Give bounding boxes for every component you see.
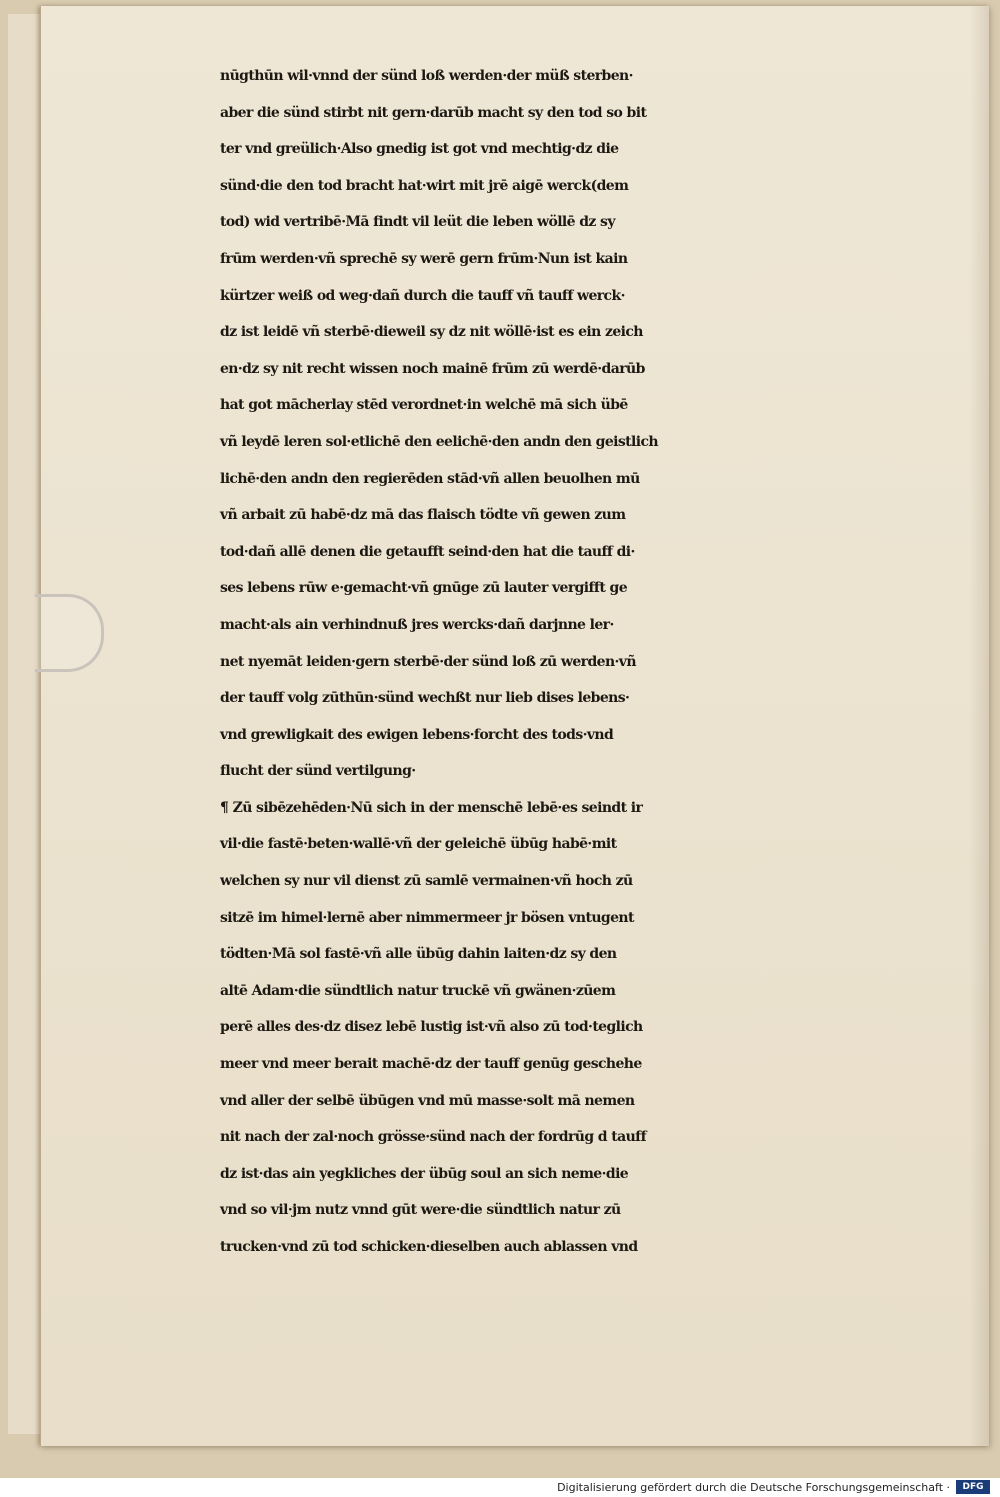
text-line: nit nach der zal·noch grösse·sünd nach der fordrūg d tauff <box>220 1129 647 1146</box>
text-line: vñ leydē leren sol·etlichē den eelichē·den andn den geistlich <box>220 433 658 450</box>
text-line: dz ist·das ain yegkliches der übūg soul an sich neme·die <box>220 1165 629 1182</box>
text-line: nūgthūn wil·vnnd der sünd loß werden·der müß sterben· <box>220 68 633 84</box>
text-line: tödten·Mā sol fastē·vñ alle übūg dahin laiten·dz sy den <box>220 946 617 963</box>
text-line: vnd grewligkait des ewigen lebens·forcht des tods·vnd <box>220 726 614 743</box>
paper-clip <box>35 594 104 672</box>
text-line: macht·als ain verhindnuß jres wercks·dañ darjnne ler· <box>220 616 614 633</box>
text-line: altē Adam·die sündtlich natur truckē vñ gwänen·zūem <box>220 982 616 999</box>
text-line: dz ist leidē vñ sterbē·dieweil sy dz nit wöllē·ist es ein zeich <box>220 324 643 341</box>
text-line: vnd so vil·jm nutz vnnd gūt were·die sündtlich natur zū <box>220 1202 621 1219</box>
text-line: en·dz sy nit recht wissen noch mainē frūm zū werdē·darūb <box>220 360 645 377</box>
text-line: vnd aller der selbē übūgen vnd mū masse·solt mā nemen <box>220 1092 635 1109</box>
text-line: flucht der sünd vertilgung· <box>220 763 416 780</box>
text-line: vñ arbait zū habē·dz mā das flaisch tödte vñ gewen zum <box>220 507 626 524</box>
text-line: welchen sy nur vil dienst zū samlē vermainen·vñ hoch zū <box>220 873 633 890</box>
footer-bar <box>0 1478 1000 1497</box>
dfg-logo-icon: DFG <box>956 1480 990 1494</box>
text-line: sünd·die den tod bracht hat·wirt mit jrē aigē werck(dem <box>220 177 629 194</box>
text-line: trucken·vnd zū tod schicken·dieselben auch ablassen vnd <box>220 1239 638 1255</box>
body-text <box>220 58 940 1266</box>
text-line: sitzē im himel·lernē aber nimmermeer jr bösen vntugent <box>220 909 634 926</box>
text-line: lichē·den andn den regierēden stād·vñ allen beuolhen mū <box>220 470 640 487</box>
footer-credit: Digitalisierung gefördert durch die Deutsche Forschungsgemeinschaft · <box>557 1481 950 1494</box>
text-line: perē alles des·dz disez lebē lustig ist·vñ also zū tod·teglich <box>220 1019 643 1036</box>
text-line: tod·dañ allē denen die getaufft seind·den hat die tauff di· <box>220 543 635 560</box>
text-line: aber die sünd stirbt nit gern·darūb macht sy den tod so bit <box>220 104 647 121</box>
text-line: hat got mācherlay stēd verordnet·in welchē mā sich übē <box>220 397 628 414</box>
text-line: kürtzer weiß od weg·dañ durch die tauff vñ tauff werck· <box>220 287 625 304</box>
text-line: der tauff volg zūthūn·sünd wechßt nur lieb dises lebens· <box>220 690 630 707</box>
text-line: vil·die fastē·beten·wallē·vñ der geleichē übūg habē·mit <box>220 836 617 853</box>
text-line: ter vnd greülich·Also gnedig ist got vnd mechtig·dz die <box>220 141 619 158</box>
text-line: net nyemāt leiden·gern sterbē·der sünd loß zū werden·vñ <box>220 653 636 670</box>
text-line: meer vnd meer berait machē·dz der tauff genūg geschehe <box>220 1056 642 1073</box>
text-line: frūm werden·vñ sprechē sy werē gern frūm·Nun ist kain <box>220 250 628 267</box>
text-line: ses lebens rūw e·gemacht·vñ gnūge zū lauter vergifft ge <box>220 580 627 597</box>
text-line: ¶ Zū sibēzehēden·Nū sich in der menschē lebē·es seindt ir <box>220 799 643 816</box>
text-line: tod) wid vertribē·Mā findt vil leüt die leben wöllē dz sy <box>220 214 615 231</box>
